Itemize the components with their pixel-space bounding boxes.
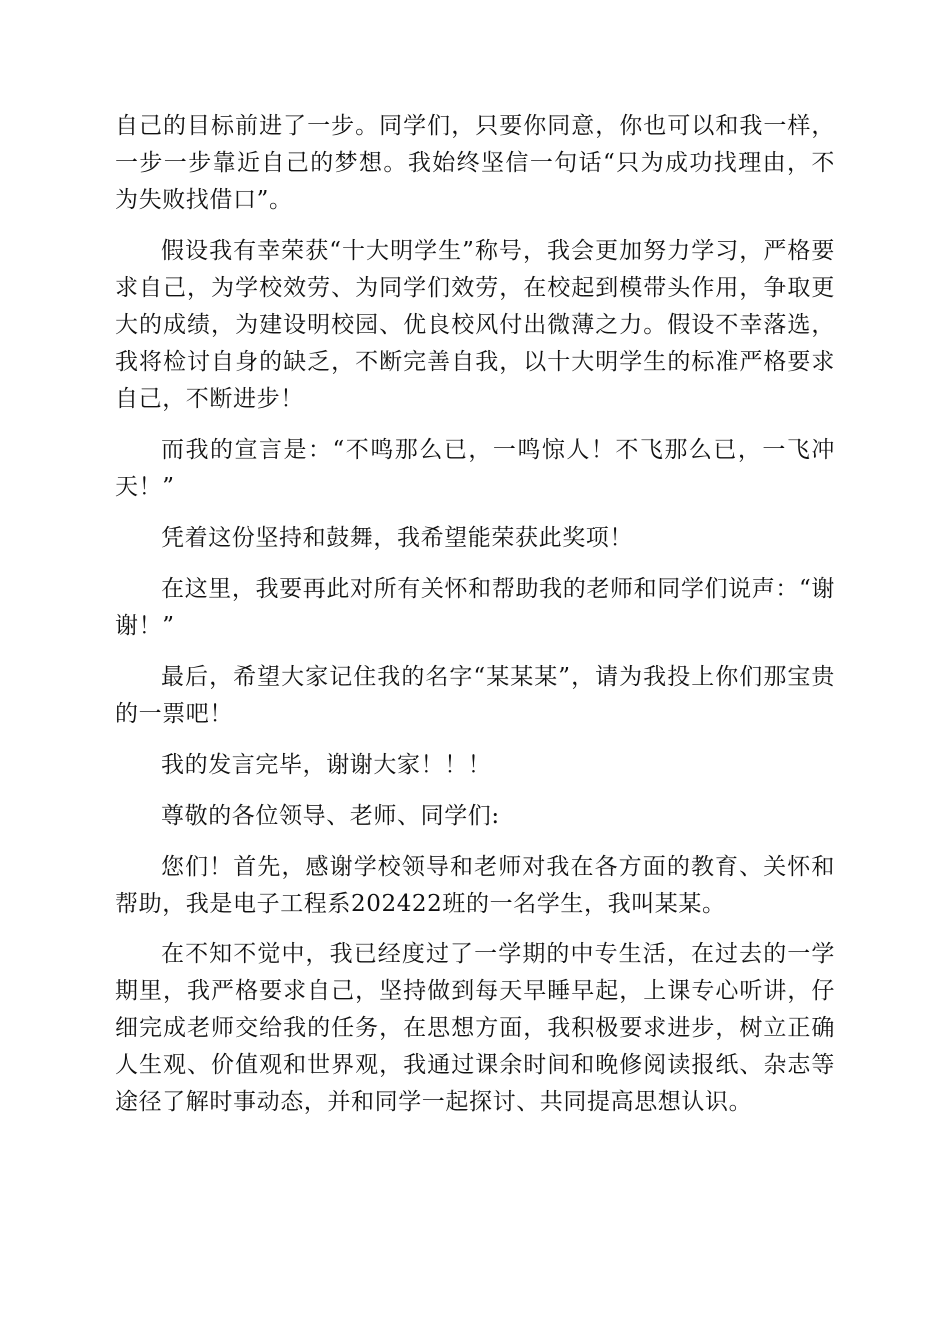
- paragraph-introduction: 您们！首先，感谢学校领导和老师对我在各方面的教育、关怀和帮助，我是电子工程系202422班的一名学生，我叫某某。: [115, 854, 835, 917]
- paragraph-declaration: 而我的宣言是：“不鸣那么已，一鸣惊人！不飞那么已，一飞冲天！”: [115, 437, 835, 500]
- paragraph-vote-request: 最后，希望大家记住我的名字“某某某”，请为我投上你们那宝贵的一票吧！: [115, 664, 835, 727]
- paragraph-thanks: 在这里，我要再此对所有关怀和帮助我的老师和同学们说声：“谢谢！”: [115, 576, 835, 639]
- paragraph-salutation: 尊敬的各位领导、老师、同学们:: [161, 803, 500, 829]
- paragraph-closing: 我的发言完毕，谢谢大家！！！: [161, 752, 492, 778]
- paragraph-honor-pledge: 假设我有幸荣获“十大明学生”称号，我会更加努力学习，严格要求自己，为学校效劳、为同学们效劳，在校起到模带头作用，争取更大的成绩，为建设明校园、优良校风付出微薄之力。假设不幸落选，我将检讨自身的缺乏，不断完善自我，以十大明学生的标准严格要求自己，不断进步！: [115, 238, 835, 412]
- paragraph-semester-review: 在不知不觉中，我已经度过了一学期的中专生活，在过去的一学期里，我严格要求自己，坚持做到每天早睡早起，上课专心听讲，仔细完成老师交给我的任务，在思想方面，我积极要求进步，树立正确人生观、价值观和世界观，我通过课余时间和晚修阅读报纸、杂志等途径了解时事动态，并和同学一起探讨、共同提高思想认识。: [115, 941, 835, 1115]
- document-body: [115, 108, 835, 1135]
- paragraph-hope: 凭着这份坚持和鼓舞，我希望能荣获此奖项！: [161, 525, 633, 551]
- paragraph-continuation: 自己的目标前进了一步。同学们，只要你同意，你也可以和我一样，一步一步靠近自己的梦想。我始终坚信一句话“只为成功找理由，不为失败找借口”。: [115, 113, 835, 213]
